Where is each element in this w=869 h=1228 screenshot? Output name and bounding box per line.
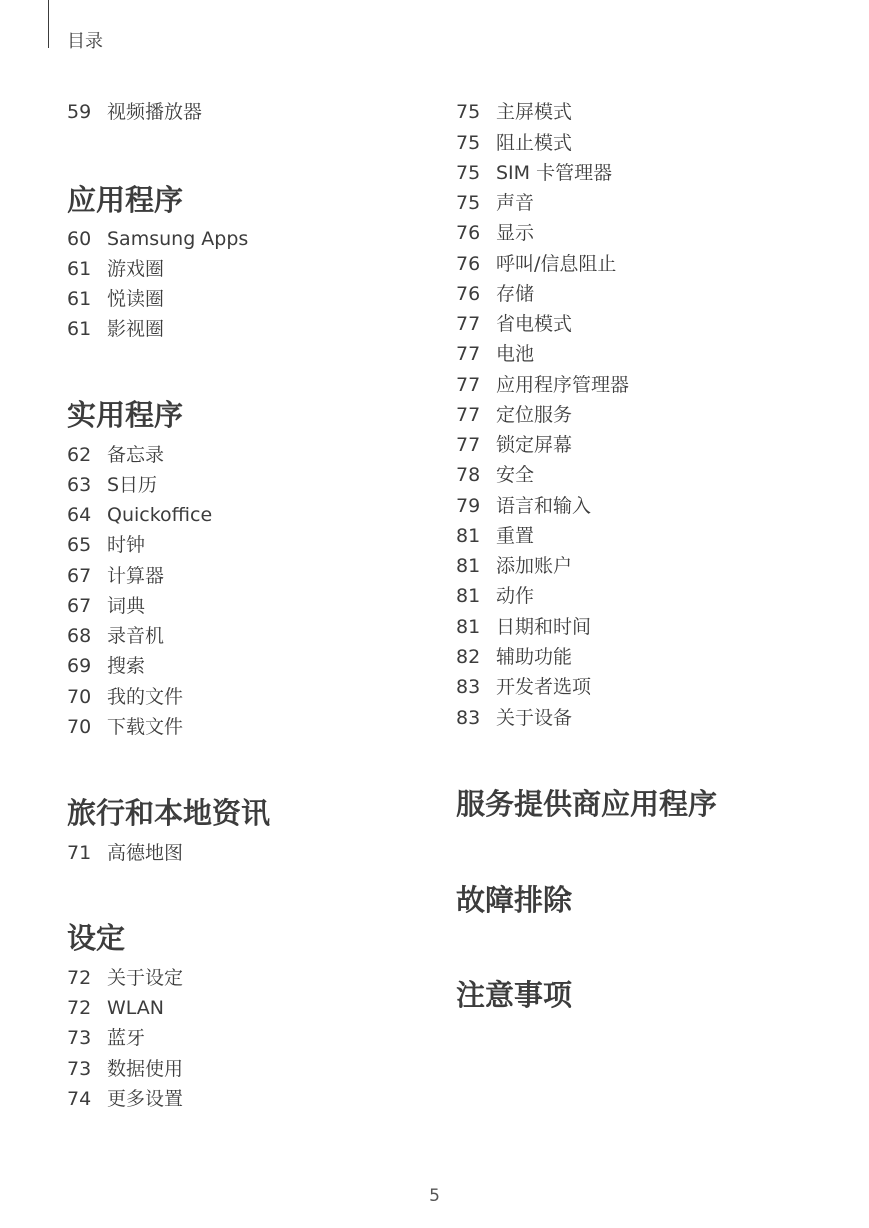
toc-entry[interactable]: [67, 257, 164, 281]
toc-entry[interactable]: [456, 463, 534, 487]
toc-entry-title: 计算器: [107, 565, 165, 587]
toc-page-number: 70: [67, 686, 92, 708]
toc-entry-title: 搜索: [107, 655, 146, 677]
toc-page-number: 61: [67, 288, 92, 310]
toc-entry-title: 时钟: [107, 534, 146, 556]
toc-entry[interactable]: [67, 564, 164, 588]
toc-entry-title: 电池: [496, 343, 535, 365]
toc-entry-title: 主屏模式: [496, 101, 573, 123]
toc-page-number: 82: [456, 646, 481, 668]
toc-entry-title: 视频播放器: [107, 101, 203, 123]
toc-entry[interactable]: [67, 317, 164, 341]
toc-entry[interactable]: [67, 996, 164, 1020]
toc-page-number: 61: [67, 258, 92, 280]
toc-entry-title: 存储: [496, 283, 535, 305]
toc-entry[interactable]: [456, 342, 534, 366]
toc-entry[interactable]: [67, 287, 164, 311]
header-rule: [48, 0, 49, 48]
toc-page-number: 81: [456, 585, 481, 607]
toc-page-number: 76: [456, 283, 481, 305]
toc-entry[interactable]: [456, 645, 572, 669]
toc-entry-title: 我的文件: [107, 686, 184, 708]
toc-entry[interactable]: [456, 373, 629, 397]
toc-entry[interactable]: [67, 227, 248, 251]
toc-page-number: 63: [67, 474, 92, 496]
toc-page-number: 65: [67, 534, 92, 556]
toc-entry[interactable]: [456, 706, 572, 730]
toc-entry-title: 应用程序管理器: [496, 374, 630, 396]
toc-entry-title: 录音机: [107, 625, 165, 647]
toc-page-number: 77: [456, 434, 481, 456]
toc-entry[interactable]: [67, 594, 145, 618]
section-heading-travel[interactable]: 旅行和本地资讯: [67, 796, 271, 830]
toc-entry-title: 定位服务: [496, 404, 573, 426]
toc-page-number: 81: [456, 616, 481, 638]
section-heading-settings[interactable]: 设定: [67, 921, 126, 955]
toc-entry-title: 词典: [107, 595, 146, 617]
toc-entry-title: 重置: [496, 525, 535, 547]
header-title: 目录: [67, 31, 103, 52]
toc-entry[interactable]: [456, 584, 534, 608]
toc-entry-title: 锁定屏幕: [496, 434, 573, 456]
toc-entry[interactable]: [67, 685, 183, 709]
toc-page-number: 77: [456, 343, 481, 365]
toc-entry[interactable]: [67, 533, 145, 557]
toc-page-number: 83: [456, 707, 481, 729]
toc-entry[interactable]: [67, 624, 164, 648]
toc-page-number: 70: [67, 716, 92, 738]
toc-entry-title: 关于设定: [107, 967, 184, 989]
toc-entry[interactable]: [67, 654, 145, 678]
toc-entry-title: 高德地图: [107, 842, 184, 864]
toc-entry[interactable]: [456, 494, 591, 518]
toc-page-number: 72: [67, 997, 92, 1019]
toc-page-number: 68: [67, 625, 92, 647]
toc-page-number: 72: [67, 967, 92, 989]
toc-entry-title: S日历: [107, 474, 158, 496]
toc-page-number: 78: [456, 464, 481, 486]
toc-entry[interactable]: [456, 403, 572, 427]
toc-page-number: 69: [67, 655, 92, 677]
toc-page-number: 67: [67, 565, 92, 587]
toc-page-number: 67: [67, 595, 92, 617]
toc-entry[interactable]: [456, 433, 572, 457]
toc-entry-title: 阻止模式: [496, 132, 573, 154]
toc-entry-title: 显示: [496, 222, 535, 244]
toc-entry[interactable]: [67, 1087, 183, 1111]
toc-page-number: 59: [67, 101, 92, 123]
toc-entry-title: 辅助功能: [496, 646, 573, 668]
toc-entry-title: Samsung Apps: [107, 228, 249, 250]
toc-page-number: 81: [456, 525, 481, 547]
toc-entry[interactable]: [456, 282, 534, 306]
toc-entry-title: 语言和输入: [496, 495, 592, 517]
toc-entry-title: 蓝牙: [107, 1027, 146, 1049]
toc-entry-title: 备忘录: [107, 444, 165, 466]
toc-page-number: 73: [67, 1058, 92, 1080]
toc-page-number: 77: [456, 404, 481, 426]
toc-entry-title: 日期和时间: [496, 616, 592, 638]
toc-entry[interactable]: [67, 100, 202, 124]
toc-entry-title: 声音: [496, 192, 535, 214]
toc-entry[interactable]: [456, 161, 612, 185]
toc-entry-title: 动作: [496, 585, 535, 607]
section-heading-precautions[interactable]: 注意事项: [456, 978, 573, 1012]
toc-entry-title: 添加账户: [496, 555, 573, 577]
toc-page-number: 64: [67, 504, 92, 526]
toc-page-number: 75: [456, 162, 481, 184]
toc-entry[interactable]: [456, 524, 534, 548]
toc-entry[interactable]: [67, 473, 157, 497]
toc-entry-title: 影视圈: [107, 318, 165, 340]
toc-page-number: 71: [67, 842, 92, 864]
toc-page-number: 75: [456, 132, 481, 154]
toc-page-number: 83: [456, 676, 481, 698]
toc-entry[interactable]: [456, 312, 572, 336]
toc-page-number: 62: [67, 444, 92, 466]
toc-entry-title: WLAN: [107, 997, 165, 1019]
section-heading-carrier-apps[interactable]: 服务提供商应用程序: [456, 787, 718, 821]
toc-entry-title: 关于设备: [496, 707, 573, 729]
toc-entry-title: 数据使用: [107, 1058, 184, 1080]
toc-entry[interactable]: [67, 1057, 183, 1081]
toc-entry[interactable]: [456, 554, 572, 578]
toc-entry-title: Quickoffice: [107, 504, 213, 526]
toc-entry[interactable]: [67, 966, 183, 990]
toc-entry[interactable]: [456, 131, 572, 155]
toc-entry[interactable]: [67, 715, 183, 739]
section-heading-utilities[interactable]: 实用程序: [67, 398, 184, 432]
toc-page-number: 81: [456, 555, 481, 577]
toc-entry[interactable]: [456, 675, 591, 699]
toc-page-number: 75: [456, 192, 481, 214]
toc-page-number: 74: [67, 1088, 92, 1110]
toc-entry-title: 呼叫/信息阻止: [496, 253, 617, 275]
toc-page-number: 60: [67, 228, 92, 250]
toc-page-number: 77: [456, 313, 481, 335]
toc-entry[interactable]: [456, 615, 591, 639]
toc-entry-title: 游戏圈: [107, 258, 165, 280]
toc-page-number: 61: [67, 318, 92, 340]
toc-entry[interactable]: [67, 1026, 145, 1050]
toc-page-number: 79: [456, 495, 481, 517]
section-heading-apps[interactable]: 应用程序: [67, 183, 184, 217]
page-number: 5: [429, 1186, 440, 1206]
toc-entry[interactable]: [456, 191, 534, 215]
toc-entry-title: 省电模式: [496, 313, 573, 335]
toc-entry[interactable]: [456, 252, 616, 276]
toc-entry-title: 更多设置: [107, 1088, 184, 1110]
toc-entry[interactable]: [456, 100, 572, 124]
toc-entry[interactable]: [67, 503, 212, 527]
toc-entry[interactable]: [67, 443, 164, 467]
toc-entry-title: SIM 卡管理器: [496, 162, 613, 184]
toc-entry-title: 悦读圈: [107, 288, 165, 310]
toc-page-number: 76: [456, 222, 481, 244]
toc-page-number: 75: [456, 101, 481, 123]
toc-entry[interactable]: [67, 841, 183, 865]
toc-entry-title: 安全: [496, 464, 535, 486]
toc-entry-title: 开发者选项: [496, 676, 592, 698]
toc-page-number: 77: [456, 374, 481, 396]
section-heading-troubleshooting[interactable]: 故障排除: [456, 883, 573, 917]
toc-page-number: 73: [67, 1027, 92, 1049]
toc-entry-title: 下载文件: [107, 716, 184, 738]
toc-page-number: 76: [456, 253, 481, 275]
toc-entry[interactable]: [456, 221, 534, 245]
